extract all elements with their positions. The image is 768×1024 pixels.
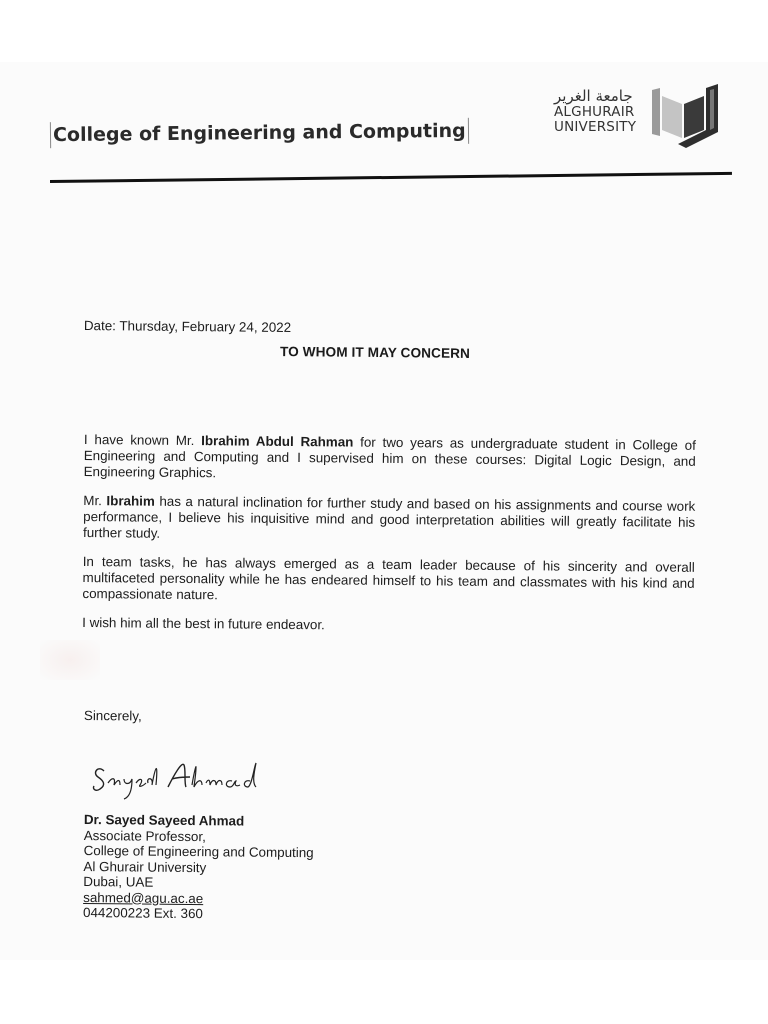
letter-body bbox=[82, 432, 696, 650]
university-logo bbox=[548, 82, 728, 152]
signer-phone: 044200223 Ext. 360 bbox=[82, 904, 203, 922]
page-margin-top bbox=[0, 0, 768, 62]
paragraph-1-text-a: I have known Mr. bbox=[83, 432, 202, 449]
logo-name-line2: UNIVERSITY bbox=[554, 119, 637, 135]
handwritten-signature bbox=[90, 755, 260, 803]
header-divider bbox=[50, 172, 732, 183]
college-title: College of Engineering and Computing bbox=[50, 118, 469, 148]
signer-title: Associate Professor, bbox=[83, 827, 206, 844]
signer-department: College of Engineering and Computing bbox=[83, 842, 314, 861]
logo-arabic-name: جامعة الغرير bbox=[554, 87, 633, 105]
letter-heading: TO WHOM IT MAY CONCERN bbox=[279, 344, 471, 361]
signer-university: Al Ghurair University bbox=[83, 858, 207, 875]
open-book-logo-icon bbox=[648, 82, 726, 152]
paper-smudge bbox=[40, 640, 100, 680]
paragraph-2-text-a: Mr. bbox=[83, 492, 107, 509]
paragraph-3: In team tasks, he has always emerged as a team leader because of his sincerity and overall multifaceted personality while he has endeared himself to his team and classmates with his kind and compassionate nature. bbox=[82, 553, 695, 603]
letter-date: Date: Thursday, February 24, 2022 bbox=[83, 318, 292, 335]
paragraph-2 bbox=[83, 493, 695, 547]
letter-closing: Sincerely, bbox=[83, 708, 142, 724]
logo-name-line1: ALGHURAIR bbox=[554, 104, 635, 120]
paragraph-1-text-b: for two years as undergraduate student in College of Engineering and Computing and I supervised him on these courses: Digital Logic Design, and Engineering Graphics. bbox=[83, 434, 696, 481]
page-margin-bottom bbox=[0, 960, 768, 1024]
signer-name: Dr. Sayed Sayeed Ahmad bbox=[83, 812, 245, 829]
student-full-name: Ibrahim Abdul Rahman bbox=[201, 433, 354, 450]
signer-email-link[interactable]: sahmed@agu.ac.ae bbox=[83, 889, 204, 906]
paragraph-2-text-b: has a natural inclination for further study and based on his assignments and course work performance, I believe his inquisitive mind and good interpretation abilities will greatly facilitate his further study. bbox=[82, 493, 696, 541]
student-first-name: Ibrahim bbox=[106, 493, 155, 509]
signer-location: Dubai, UAE bbox=[83, 873, 154, 890]
paragraph-4: I wish him all the best in future endeavor. bbox=[82, 614, 325, 633]
signer-block bbox=[83, 812, 696, 926]
paragraph-1 bbox=[84, 432, 696, 486]
